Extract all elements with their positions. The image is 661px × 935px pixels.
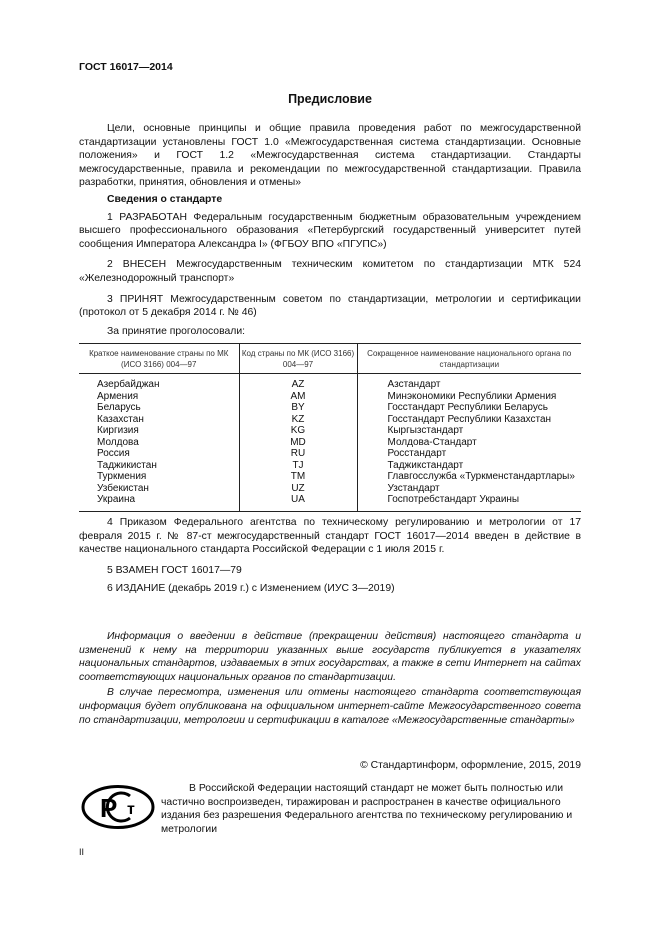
country-name: Казахстан [97, 413, 144, 425]
info-item: 2 ВНЕСЕН Межгосударственным техническим комитетом по стандартизации МТК 524 «Железнодорожный транспорт» [79, 259, 581, 284]
info-item: 4 Приказом Федерального агентства по техническому регулированию и метрологии от 17 февраля 2015 г. № 87-ст межгосударственный стандарт ГОСТ 16017—2014 введен в действие в качестве национального стандарта Российской Федерации с 1 июля 2015 г. [79, 517, 581, 556]
page-number: II [79, 847, 85, 857]
country-code: TJ [239, 460, 357, 472]
column-header-code: Код страны по МК (ИСО 3166) 004—97 [239, 344, 357, 374]
items-section-2 [79, 516, 581, 596]
country-code: RU [239, 448, 357, 460]
copyright: © Стандартинформ, оформление, 2015, 2019 [360, 760, 581, 771]
standards-body: Молдова-Стандарт [357, 437, 581, 449]
table-row [79, 483, 581, 495]
intro-paragraph [79, 122, 581, 190]
voted-label: За принятие проголосовали: [107, 325, 246, 337]
notes-section [79, 630, 581, 727]
table-row [79, 391, 581, 403]
country-code: AZ [239, 374, 357, 391]
table-row [79, 494, 581, 511]
country-code: TM [239, 471, 357, 483]
rights-text: В Российской Федерации настоящий стандарт не может быть полностью или частично воспроизведен, тиражирован и распространен в качестве официального издания без разрешения Федерального агентства по техническому регулированию и метрологии [161, 783, 573, 835]
note-paragraph: Информация о введении в действие (прекращении действия) настоящего стандарта и изменений к нему на территории указанных выше государств публикуется в указателях национальных стандартов, издаваемых в этих государствах, а также в сети Интернет на сайтах соответствующих национальных органов по стандартизации. [79, 631, 581, 683]
intro-text: Цели, основные принципы и общие правила проведения работ по межгосударственной стандартизации установлены ГОСТ 1.0 «Межгосударственная система стандартизации. Основные положения» и ГОСТ 1.2 «Межгосударственная система стандартизации. Стандарты межгосударственные, правила и рекомендации по межгосударственной стандартизации. Правила разработки, принятия, обновления и отмены» [79, 123, 581, 189]
table-row [79, 374, 581, 391]
column-header-country: Краткое наименование страны по МК (ИСО 3166) 004—97 [79, 344, 239, 374]
country-code: UA [239, 494, 357, 511]
country-code: KZ [239, 414, 357, 426]
country-name: Азербайджан [97, 379, 160, 390]
table-header-row [79, 344, 581, 374]
table-row [79, 414, 581, 426]
countries-table [79, 343, 581, 512]
svg-text:Р: Р [100, 793, 118, 823]
info-section [79, 193, 581, 338]
standards-body: Госпотребстандарт Украины [357, 494, 581, 511]
standards-body: Главгосслужба «Туркменстандартлары» [357, 471, 581, 483]
standards-body: Минэкономики Республики Армения [357, 391, 581, 403]
country-name: Узбекистан [97, 482, 149, 494]
standards-body: Таджикстандарт [357, 460, 581, 472]
standards-body: Кыргызстандарт [357, 425, 581, 437]
note-paragraph: В случае пересмотра, изменения или отмены настоящего стандарта соответствующая информация будет опубликована на официальном интернет-сайте Межгосударственного совета по стандартизации, метрологии и сертификации в каталоге «Межгосударственные стандарты» [79, 687, 581, 726]
country-code: KG [239, 425, 357, 437]
country-name: Беларусь [97, 402, 141, 413]
page-title: Предисловие [288, 92, 372, 106]
table-row [79, 448, 581, 460]
standards-body: Госстандарт Республики Казахстан [357, 414, 581, 426]
country-name: Россия [97, 448, 130, 459]
info-item: 5 ВЗАМЕН ГОСТ 16017—79 [107, 564, 242, 576]
country-name: Таджикистан [97, 459, 157, 471]
table-row [79, 402, 581, 414]
country-name: Киргизия [97, 425, 139, 436]
country-code: BY [239, 402, 357, 414]
info-item: 3 ПРИНЯТ Межгосударственным советом по стандартизации, метрологии и сертификации (протокол от 5 декабря 2014 г. № 46) [79, 293, 581, 319]
info-item: 1 РАЗРАБОТАН Федеральным государственным бюджетным образовательным учреждением высшего профессионального образования «Петербургский государственный университет путей сообщения Императора Александра I» (ФГБОУ ВПО «ПГУПС») [79, 211, 581, 250]
country-name: Туркмения [97, 471, 147, 482]
table-row [79, 460, 581, 472]
gost-logo-icon [80, 784, 156, 830]
country-code: UZ [239, 483, 357, 495]
standards-body: Росстандарт [357, 448, 581, 460]
standards-body: Узстандарт [357, 483, 581, 495]
info-item: 6 ИЗДАНИЕ (декабрь 2019 г.) с Изменением (ИУС 3—2019) [107, 583, 395, 595]
table-row [79, 425, 581, 437]
rights-notice [161, 782, 581, 836]
standards-body: Азстандарт [357, 374, 581, 391]
country-name: Молдова [97, 436, 139, 448]
svg-text:т: т [127, 801, 135, 818]
table-row [79, 471, 581, 483]
country-name: Армения [97, 390, 139, 402]
table-row [79, 437, 581, 449]
standards-body: Госстандарт Республики Беларусь [357, 402, 581, 414]
column-header-body: Сокращенное наименование национального органа по стандартизации [357, 344, 581, 374]
info-heading: Сведения о стандарте [107, 194, 223, 205]
document-header: ГОСТ 16017—2014 [79, 61, 173, 73]
country-name: Украина [79, 494, 239, 511]
country-code: AM [239, 391, 357, 403]
country-code: MD [239, 437, 357, 449]
